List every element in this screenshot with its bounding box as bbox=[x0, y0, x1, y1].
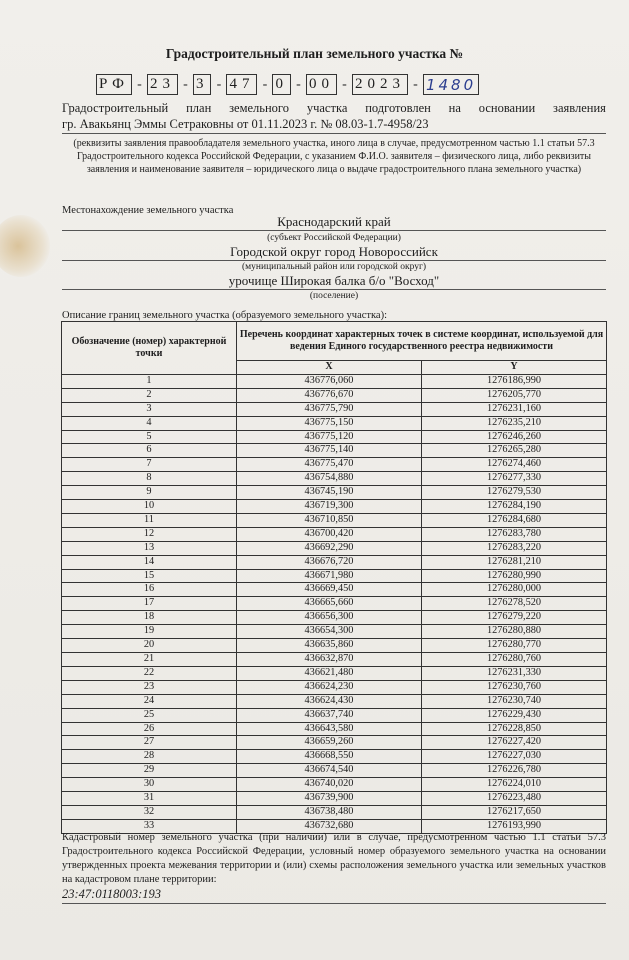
point-number-cell: 22 bbox=[62, 666, 237, 680]
table-row bbox=[62, 694, 607, 708]
y-coordinate-cell: 1276205,770 bbox=[422, 388, 607, 402]
y-coordinate-cell: 1276279,220 bbox=[422, 611, 607, 625]
x-coordinate-cell: 436775,120 bbox=[237, 430, 422, 444]
table-row bbox=[62, 708, 607, 722]
y-coordinate-cell: 1276279,530 bbox=[422, 486, 607, 500]
point-number-cell: 12 bbox=[62, 527, 237, 541]
x-coordinate-cell: 436738,480 bbox=[237, 805, 422, 819]
table-row bbox=[62, 680, 607, 694]
basis-word: участка bbox=[306, 101, 348, 115]
x-coordinate-cell: 436732,680 bbox=[237, 819, 422, 833]
district-field: Городской округ город Новороссийск bbox=[62, 244, 606, 261]
code-part: 23 bbox=[147, 74, 178, 95]
y-coordinate-cell: 1276284,190 bbox=[422, 500, 607, 514]
cadastral-text: Кадастровый номер земельного участка (при наличии) или в случае, предусмотренном частью 1.1 статьи 57.3 Градостроительного кодекса Российской Федерации, условный номер образуемого земельного участка на основании утвержденных проекта межевания территории и (или) схемы расположения земельного участка или земельных участков на кадастровом плане территории: bbox=[62, 832, 606, 885]
table-row bbox=[62, 597, 607, 611]
x-coordinate-cell: 436643,580 bbox=[237, 722, 422, 736]
point-number-cell: 26 bbox=[62, 722, 237, 736]
x-coordinate-cell: 436776,670 bbox=[237, 388, 422, 402]
point-number-cell: 24 bbox=[62, 694, 237, 708]
table-row bbox=[62, 569, 607, 583]
point-number-cell: 4 bbox=[62, 416, 237, 430]
table-row bbox=[62, 513, 607, 527]
y-coordinate-cell: 1276227,030 bbox=[422, 750, 607, 764]
y-header: Y bbox=[422, 361, 607, 375]
coordinates-header: Перечень координат характерных точек в системе координат, используемой для ведения Единого государственного реестра недвижимости bbox=[237, 322, 607, 361]
code-prefix: РФ bbox=[96, 74, 132, 95]
code-part: 47 bbox=[226, 74, 257, 95]
table-row bbox=[62, 750, 607, 764]
basis-word: Градостроительный bbox=[62, 101, 169, 115]
y-coordinate-cell: 1276265,280 bbox=[422, 444, 607, 458]
basis-word: план bbox=[186, 101, 212, 115]
basis-word: заявления bbox=[553, 101, 606, 115]
y-coordinate-cell: 1276230,740 bbox=[422, 694, 607, 708]
y-coordinate-cell: 1276283,780 bbox=[422, 527, 607, 541]
y-coordinate-cell: 1276228,850 bbox=[422, 722, 607, 736]
point-number-cell: 2 bbox=[62, 388, 237, 402]
point-number-cell: 1 bbox=[62, 374, 237, 388]
basis-word: подготовлен bbox=[365, 101, 431, 115]
point-number-cell: 28 bbox=[62, 750, 237, 764]
table-row bbox=[62, 374, 607, 388]
point-number-cell: 14 bbox=[62, 555, 237, 569]
boundary-label: Описание границ земельного участка (образуемого земельного участка): bbox=[62, 310, 387, 321]
point-number-cell: 33 bbox=[62, 819, 237, 833]
point-number-cell: 15 bbox=[62, 569, 237, 583]
y-coordinate-cell: 1276280,000 bbox=[422, 583, 607, 597]
settlement-field: урочище Широкая балка б/о "Восход" bbox=[62, 273, 606, 290]
y-coordinate-cell: 1276280,760 bbox=[422, 653, 607, 667]
table-row bbox=[62, 764, 607, 778]
table-row bbox=[62, 500, 607, 514]
x-coordinate-cell: 436665,660 bbox=[237, 597, 422, 611]
subject-field: Краснодарский край bbox=[62, 214, 606, 231]
table-row bbox=[62, 625, 607, 639]
table-row bbox=[62, 722, 607, 736]
table-row bbox=[62, 583, 607, 597]
y-coordinate-cell: 1276280,990 bbox=[422, 569, 607, 583]
x-coordinate-cell: 436671,980 bbox=[237, 569, 422, 583]
x-coordinate-cell: 436669,450 bbox=[237, 583, 422, 597]
subject-caption: (субъект Российской Федерации) bbox=[267, 233, 401, 243]
x-coordinate-cell: 436621,480 bbox=[237, 666, 422, 680]
y-coordinate-cell: 1276277,330 bbox=[422, 472, 607, 486]
y-coordinate-cell: 1276224,010 bbox=[422, 778, 607, 792]
x-coordinate-cell: 436676,720 bbox=[237, 555, 422, 569]
x-coordinate-cell: 436775,790 bbox=[237, 402, 422, 416]
y-coordinate-cell: 1276280,770 bbox=[422, 639, 607, 653]
x-coordinate-cell: 436668,550 bbox=[237, 750, 422, 764]
table-row bbox=[62, 416, 607, 430]
basis-word: основании bbox=[478, 101, 536, 115]
table-row bbox=[62, 611, 607, 625]
document-title: Градостроительный план земельного участка № bbox=[165, 46, 464, 61]
table-row bbox=[62, 541, 607, 555]
y-coordinate-cell: 1276217,650 bbox=[422, 805, 607, 819]
table-row bbox=[62, 388, 607, 402]
code-part: 2023 bbox=[352, 74, 408, 95]
y-coordinate-cell: 1276227,420 bbox=[422, 736, 607, 750]
table-row bbox=[62, 458, 607, 472]
y-coordinate-cell: 1276281,210 bbox=[422, 555, 607, 569]
y-coordinate-cell: 1276284,680 bbox=[422, 513, 607, 527]
point-number-cell: 11 bbox=[62, 513, 237, 527]
basis-word: на bbox=[448, 101, 461, 115]
table-row bbox=[62, 778, 607, 792]
basis-word: земельного bbox=[229, 101, 289, 115]
code-handwritten-number: 1480 bbox=[423, 74, 479, 95]
y-coordinate-cell: 1276230,760 bbox=[422, 680, 607, 694]
point-number-cell: 6 bbox=[62, 444, 237, 458]
y-coordinate-cell: 1276223,480 bbox=[422, 792, 607, 806]
x-coordinate-cell: 436635,860 bbox=[237, 639, 422, 653]
point-number-cell: 8 bbox=[62, 472, 237, 486]
x-coordinate-cell: 436775,150 bbox=[237, 416, 422, 430]
requisites-note: (реквизиты заявления правообладателя земельного участка, иного лица в случае, предусмотренном частью 1.1 статьи 57.3 Градостроительного кодекса Российской Федерации, с указанием Ф.И.О. заявителя – физического лица, либо реквизиты заявления и наименование заявителя – юридического лица о выдаче градостроительного плана земельного участка) bbox=[73, 138, 595, 175]
table-row bbox=[62, 792, 607, 806]
table-row bbox=[62, 527, 607, 541]
district-caption: (муниципальный район или городской округ) bbox=[241, 262, 427, 272]
point-number-cell: 21 bbox=[62, 653, 237, 667]
x-coordinate-cell: 436776,060 bbox=[237, 374, 422, 388]
basis-line bbox=[62, 101, 606, 116]
point-number-cell: 3 bbox=[62, 402, 237, 416]
code-part: 3 bbox=[193, 74, 212, 95]
x-coordinate-cell: 436740,020 bbox=[237, 778, 422, 792]
point-number-cell: 30 bbox=[62, 778, 237, 792]
x-coordinate-cell: 436624,230 bbox=[237, 680, 422, 694]
point-number-cell: 32 bbox=[62, 805, 237, 819]
y-coordinate-cell: 1276186,990 bbox=[422, 374, 607, 388]
point-number-cell: 19 bbox=[62, 625, 237, 639]
x-coordinate-cell: 436754,880 bbox=[237, 472, 422, 486]
table-row bbox=[62, 555, 607, 569]
y-coordinate-cell: 1276283,220 bbox=[422, 541, 607, 555]
table-row bbox=[62, 653, 607, 667]
applicant-line: гр. Авакьянц Эммы Сетраковны от 01.11.2023 г. № 08.03-1.7-4958/23 bbox=[62, 117, 606, 134]
point-number-cell: 25 bbox=[62, 708, 237, 722]
x-coordinate-cell: 436739,900 bbox=[237, 792, 422, 806]
table-row bbox=[62, 805, 607, 819]
point-number-cell: 10 bbox=[62, 500, 237, 514]
point-number-cell: 16 bbox=[62, 583, 237, 597]
table-row bbox=[62, 639, 607, 653]
code-part: 00 bbox=[306, 74, 337, 95]
y-coordinate-cell: 1276278,520 bbox=[422, 597, 607, 611]
x-coordinate-cell: 436719,300 bbox=[237, 500, 422, 514]
x-coordinate-cell: 436775,140 bbox=[237, 444, 422, 458]
table-row bbox=[62, 486, 607, 500]
y-coordinate-cell: 1276246,260 bbox=[422, 430, 607, 444]
point-number-cell: 29 bbox=[62, 764, 237, 778]
point-number-cell: 27 bbox=[62, 736, 237, 750]
x-coordinate-cell: 436654,300 bbox=[237, 625, 422, 639]
location-label: Местонахождение земельного участка bbox=[62, 205, 234, 216]
y-coordinate-cell: 1276193,990 bbox=[422, 819, 607, 833]
y-coordinate-cell: 1276231,330 bbox=[422, 666, 607, 680]
point-number-cell: 31 bbox=[62, 792, 237, 806]
settlement-caption: (поселение) bbox=[309, 291, 359, 301]
x-header: X bbox=[237, 361, 422, 375]
x-coordinate-cell: 436659,260 bbox=[237, 736, 422, 750]
cadastral-number: 23:47:0118003:193 bbox=[62, 887, 606, 904]
x-coordinate-cell: 436710,850 bbox=[237, 513, 422, 527]
point-number-cell: 7 bbox=[62, 458, 237, 472]
table-row bbox=[62, 430, 607, 444]
table-row bbox=[62, 472, 607, 486]
y-coordinate-cell: 1276229,430 bbox=[422, 708, 607, 722]
point-number-cell: 13 bbox=[62, 541, 237, 555]
code-part: 0 bbox=[272, 74, 291, 95]
point-number-header: Обозначение (номер) характерной точки bbox=[62, 322, 237, 375]
point-number-cell: 17 bbox=[62, 597, 237, 611]
plan-number: РФ - 23 - 3 - 47 - 0 - 00 - 2023 - 1480 bbox=[96, 74, 479, 95]
point-number-cell: 23 bbox=[62, 680, 237, 694]
point-number-cell: 5 bbox=[62, 430, 237, 444]
paper-stain bbox=[0, 215, 50, 277]
table-row bbox=[62, 736, 607, 750]
table-row bbox=[62, 402, 607, 416]
x-coordinate-cell: 436656,300 bbox=[237, 611, 422, 625]
y-coordinate-cell: 1276231,160 bbox=[422, 402, 607, 416]
y-coordinate-cell: 1276226,780 bbox=[422, 764, 607, 778]
x-coordinate-cell: 436692,290 bbox=[237, 541, 422, 555]
x-coordinate-cell: 436775,470 bbox=[237, 458, 422, 472]
x-coordinate-cell: 436700,420 bbox=[237, 527, 422, 541]
x-coordinate-cell: 436637,740 bbox=[237, 708, 422, 722]
y-coordinate-cell: 1276274,460 bbox=[422, 458, 607, 472]
table-row bbox=[62, 444, 607, 458]
coordinates-table bbox=[61, 321, 607, 834]
point-number-cell: 20 bbox=[62, 639, 237, 653]
y-coordinate-cell: 1276280,880 bbox=[422, 625, 607, 639]
table-row bbox=[62, 666, 607, 680]
point-number-cell: 9 bbox=[62, 486, 237, 500]
x-coordinate-cell: 436674,540 bbox=[237, 764, 422, 778]
x-coordinate-cell: 436624,430 bbox=[237, 694, 422, 708]
x-coordinate-cell: 436745,190 bbox=[237, 486, 422, 500]
y-coordinate-cell: 1276235,210 bbox=[422, 416, 607, 430]
point-number-cell: 18 bbox=[62, 611, 237, 625]
x-coordinate-cell: 436632,870 bbox=[237, 653, 422, 667]
